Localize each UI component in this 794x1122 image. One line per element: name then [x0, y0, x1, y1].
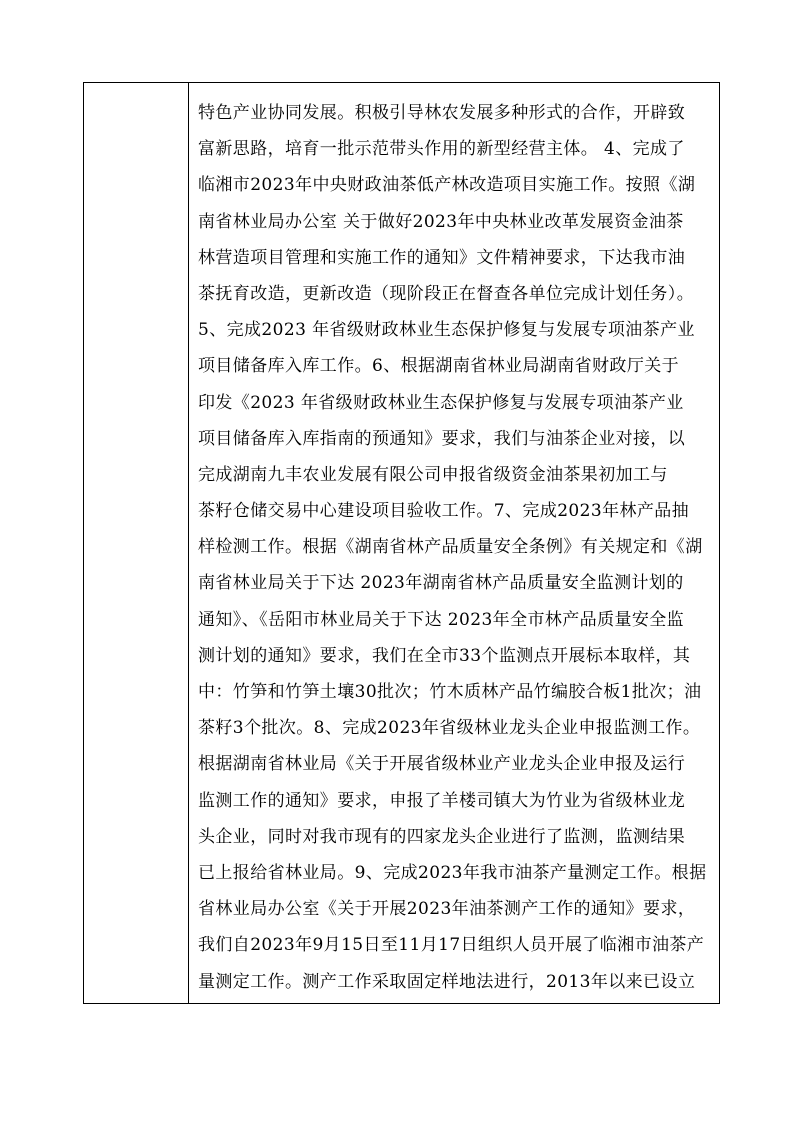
text-line: 已上报给省林业局。9、完成2023年我市油茶产量测定工作。根据: [198, 862, 707, 883]
text-line: 南省林业局办公室 关于做好2023年中央林业改革发展资金油茶: [198, 211, 684, 232]
text-line: 项目储备库入库工作。6、根据湖南省林业局湖南省财政厅关于: [198, 356, 680, 377]
text-line: 项目储备库入库指南的预通知》要求，我们与油茶企业对接，以: [198, 428, 686, 449]
text-line: 5、完成2023 年省级财政林业生态保护修复与发展专项油茶产业: [198, 320, 695, 341]
text-line: 完成湖南九丰农业发展有限公司申报省级资金油茶果初加工与: [198, 464, 668, 485]
text-line: 根据湖南省林业局《关于开展省级林业产业龙头企业申报及运行: [198, 754, 686, 775]
text-line: 头企业，同时对我市现有的四家龙头企业进行了监测，监测结果: [198, 826, 686, 847]
text-line: 茶籽仓储交易中心建设项目验收工作。7、完成2023年林产品抽: [198, 501, 690, 522]
text-line: 测计划的通知》要求，我们在全市33个监测点开展标本取样，其: [198, 645, 691, 666]
text-line: 省林业局办公室《关于开展2023年油茶测产工作的通知》要求，: [198, 899, 696, 920]
text-line: 我们自2023年9月15日至11月17日组织人员开展了临湘市油茶产: [198, 935, 705, 956]
text-line: 林营造项目管理和实施工作的通知》文件精神要求，下达我市油: [198, 247, 686, 268]
text-line: 茶抚育改造，更新改造（现阶段正在督查各单位完成计划任务）。: [198, 283, 695, 304]
text-line: 中：竹笋和竹笋土壤30批次；竹木质林产品竹编胶合板1批次；油: [198, 682, 702, 702]
document-table: [83, 82, 720, 1004]
text-line: 印发《2023 年省级财政林业生态保护修复与发展专项油茶产业: [198, 392, 684, 413]
table-content-cell: [189, 83, 719, 1003]
table-label-cell: [84, 83, 189, 1003]
text-line: 量测定工作。测产工作采取固定样地法进行，2013年以来已设立: [198, 971, 696, 992]
text-line: 通知》、《岳阳市林业局关于下达 2023年全市林产品质量安全监: [198, 609, 685, 630]
text-line: 茶籽3个批次。8、完成2023年省级林业龙头企业申报监测工作。: [198, 718, 701, 739]
text-line: 南省林业局关于下达 2023年湖南省林产品质量安全监测计划的: [198, 573, 684, 594]
text-line: 特色产业协同发展。积极引导林农发展多种形式的合作，开辟致: [198, 103, 686, 123]
text-line: 富新思路，培育一批示范带头作用的新型经营主体。 4、完成了: [198, 139, 685, 160]
text-line: 临湘市2023年中央财政油茶低产林改造项目实施工作。按照《湖: [198, 175, 696, 196]
text-line: 样检测工作。根据《湖南省林产品质量安全条例》有关规定和《湖: [198, 537, 703, 558]
text-line: 监测工作的通知》要求，申报了羊楼司镇大为竹业为省级林业龙: [198, 790, 686, 811]
